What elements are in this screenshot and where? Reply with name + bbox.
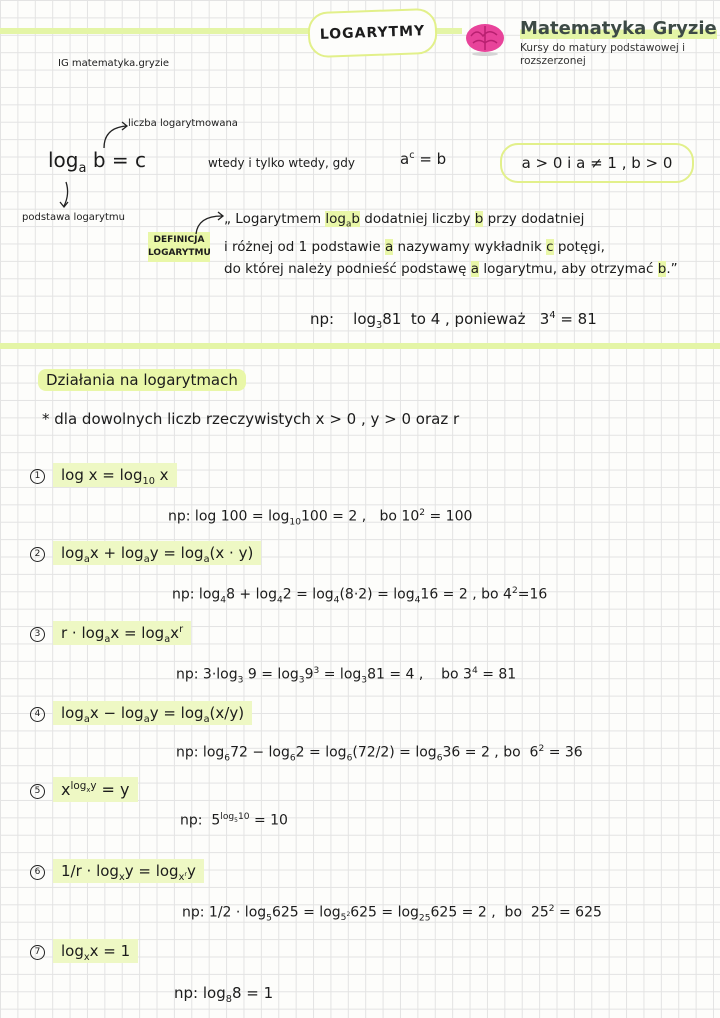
page-title: LOGARYTMY — [307, 8, 438, 58]
rule-5 — [30, 780, 138, 799]
definition-formula: $\log_a b = c$ — [48, 148, 146, 176]
definition-example: np: $\log_381$ to 4 , ponieważ $3^4 = 81$ — [310, 310, 597, 331]
arrow-down-icon — [56, 180, 76, 210]
section-title: Działania na logarytmach — [38, 369, 246, 391]
rule-formula: $r \cdot \log_ax = \log_ax^r$ — [53, 621, 191, 645]
rule-number: 4 — [30, 707, 45, 722]
rule-number: 6 — [30, 865, 45, 880]
rule-6 — [30, 862, 204, 883]
definition-condition-text: wtedy i tylko wtedy, gdy — [208, 156, 355, 170]
rule-number: 3 — [30, 627, 45, 642]
rule-formula: $\log x = \log_{10} x$ — [53, 463, 177, 487]
arrow-curve-icon — [192, 210, 226, 236]
definition-label: DEFINICJA LOGARYTMU — [148, 232, 210, 262]
brand-subtitle: Kursy do matury podstawowej i rozszerzonej — [520, 42, 686, 67]
definition-line-3: do której należy podnieść podstawę a logarytmu, aby otrzymać b.” — [224, 260, 678, 277]
rule-7 — [30, 942, 138, 963]
section-divider-band — [0, 343, 720, 349]
rule-formula: $1/r \cdot \log_xy = \log_{x^r}y$ — [53, 859, 204, 883]
section-intro: * dla dowolnych liczb rzeczywistych x > 0 , y > 0 oraz r — [42, 410, 460, 428]
brand-name: Matematyka Gryzie — [520, 18, 717, 39]
conditions-box: a > 0 i a ≠ 1 , b > 0 — [500, 143, 694, 183]
rule-6-example: np: $1/2 \cdot \log_5625 = \log_{5^2}625 = \log_{25}625 = 2$ , bo $25^2 = 625$ — [182, 904, 602, 924]
rule-4 — [30, 704, 252, 725]
definition-line-2: i różnej od 1 podstawie a nazywamy wykładnik c potęgi, — [224, 238, 605, 255]
annotation-argument: liczba logarytmowana — [128, 118, 238, 129]
top-highlight-band — [0, 28, 310, 34]
rule-formula: $\log_ax - \log_ay = \log_a(x/y)$ — [53, 701, 252, 725]
rule-number: 2 — [30, 547, 45, 562]
rule-number: 7 — [30, 945, 45, 960]
rule-1 — [30, 466, 177, 487]
definition-line-1: „ Logarytmem $\log_ab$ dodatniej liczby b przy dodatniej — [224, 211, 585, 230]
rule-3 — [30, 624, 191, 645]
rule-3-example: np: $3\cdot\log_3$ $9 = \log_39^3 = \log_381 = 4$ , bo $3^4 = 81$ — [176, 666, 517, 686]
definition-text — [224, 208, 694, 280]
rule-2 — [30, 544, 261, 565]
rule-5-example: np: $5^{log_510} = 10$ — [180, 812, 288, 829]
arrow-up-icon — [98, 120, 130, 150]
rule-formula: $\log_ax + \log_ay = \log_a(x \cdot y)$ — [53, 541, 261, 565]
rule-number: 5 — [30, 784, 45, 799]
rule-2-example: np: $\log_48 + \log_42 = \log_4(8\cdot 2) = \log_416 = 2$ , bo $4^2=16$ — [172, 586, 548, 606]
ig-handle: IG matematyka.gryzie — [58, 58, 170, 69]
annotation-base: podstawa logarytmu — [22, 212, 125, 223]
rule-formula: $x^{log_xy} = y$ — [53, 777, 138, 802]
brain-logo-icon — [465, 22, 505, 56]
rule-1-example: np: $\log 100 = \log_{10}100 = 2$ , bo $10^2 = 100$ — [168, 508, 473, 528]
rule-number: 1 — [30, 469, 45, 484]
rule-formula: $\log_xx = 1$ — [53, 939, 138, 963]
definition-power: $a^c = b$ — [400, 150, 447, 168]
brand-block — [520, 18, 717, 68]
rule-4-example: np: $\log_672 - \log_62 = \log_6(72/2) = \log_636 = 2$ , bo $6^2 = 36$ — [176, 744, 583, 764]
rule-7-example: np: $\log_88 = 1$ — [174, 984, 274, 1005]
